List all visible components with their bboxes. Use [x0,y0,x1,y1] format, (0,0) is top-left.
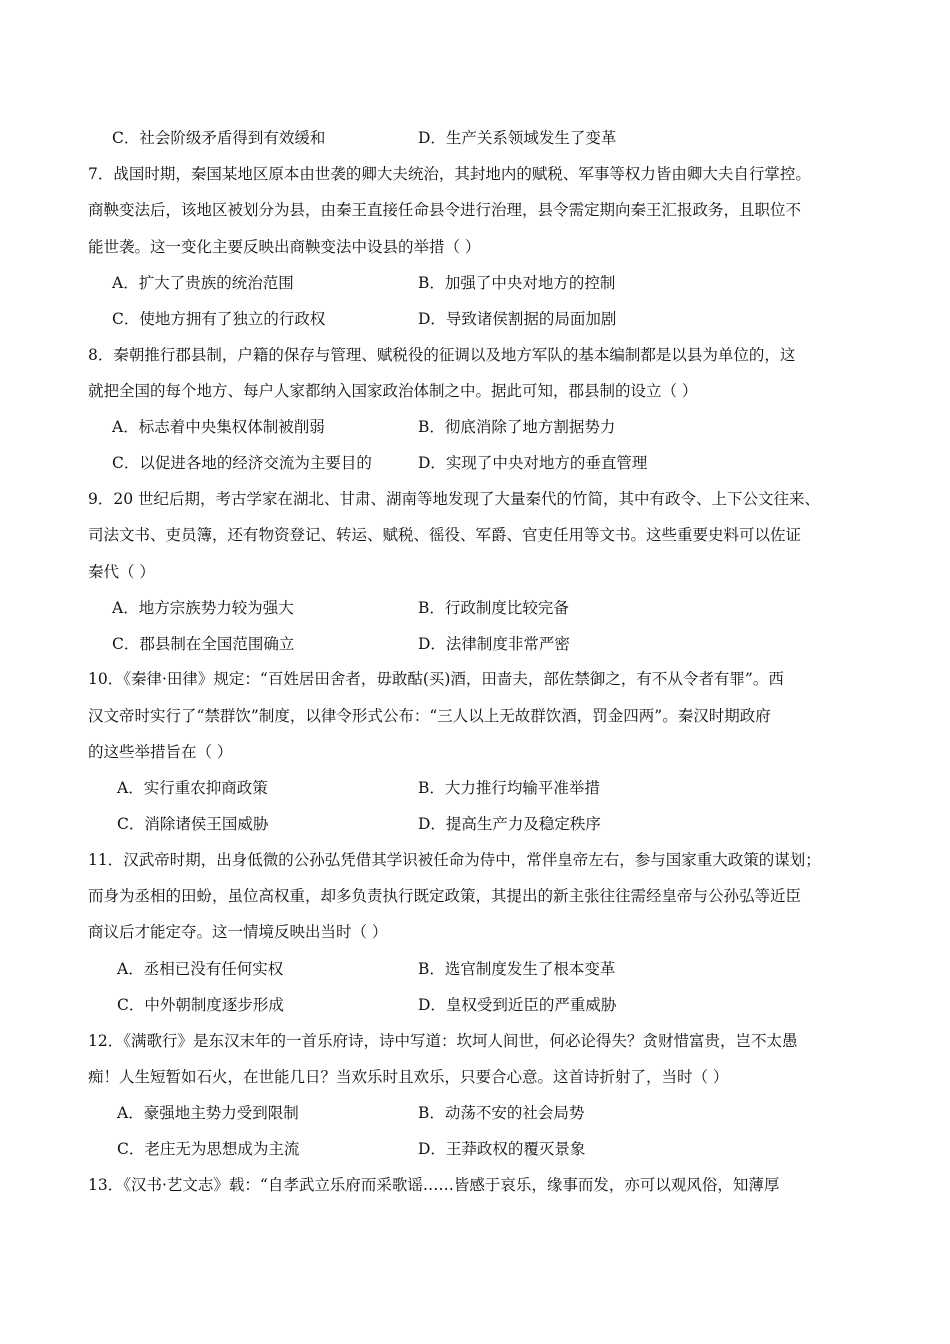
question-12-option-b: B．动荡不安的社会局势 [418,1104,585,1122]
question-9-option-b: B．行政制度比较完备 [418,599,569,617]
question-7-option-b: B．加强了中央对地方的控制 [418,274,616,292]
question-8-line-2: 就把全国的每个地方、每户人家都纳入国家政治体制之中。据此可知，郡县制的设立（ ） [88,382,698,400]
question-10-option-c: C．消除诸侯王国威胁 [117,815,269,833]
question-9-option-d: D．法律制度非常严密 [418,635,570,653]
question-10-option-d: D．提高生产力及稳定秩序 [418,815,601,833]
q6-option-d: D．生产关系领域发生了变革 [418,129,617,147]
question-11-option-b: B．选官制度发生了根本变革 [418,960,616,978]
question-9-line-1: 9．20 世纪后期，考古学家在湖北、甘肃、湖南等地发现了大量秦代的竹简，其中有政令、上下公文往来、 [88,490,821,508]
question-7-option-d: D．导致诸侯割据的局面加剧 [418,310,617,328]
question-10-line-1: 10．《秦律·田律》规定：“百姓居田舍者，毋敢酤(买)酒，田啬夫，部佐禁御之，有不从令者有罪”。西 [88,670,784,688]
question-12-line-1: 12．《满歌行》是东汉末年的一首乐府诗，诗中写道：坎坷人间世，何必论得失？贪财惜富贵，岂不太愚 [88,1032,798,1050]
question-7-line-3: 能世袭。这一变化主要反映出商鞅变法中设县的举措（ ） [88,238,481,256]
question-7-line-2: 商鞅变法后，该地区被划分为县，由秦王直接任命县令进行治理，县令需定期向秦王汇报政务，且职位不 [88,201,802,219]
question-10-line-3: 的这些举措旨在（ ） [88,743,233,761]
question-10-option-a: A．实行重农抑商政策 [117,779,268,797]
q6-option-c: C．社会阶级矛盾得到有效缓和 [112,129,326,147]
question-9-line-2: 司法文书、吏员簿，还有物资登记、转运、赋税、徭役、军爵、官吏任用等文书。这些重要史料可以佐证 [88,526,802,544]
question-10-option-b: B．大力推行均输平准举措 [418,779,600,797]
question-9-line-3: 秦代（ ） [88,563,155,581]
question-12-option-c: C．老庄无为思想成为主流 [117,1140,300,1158]
question-10-line-2: 汉文帝时实行了“禁群饮”制度，以律令形式公布：“三人以上无故群饮酒，罚金四两”。秦汉时期政府 [88,707,771,725]
question-7-line-1: 7．战国时期，秦国某地区原本由世袭的卿大夫统治，其封地内的赋税、军事等权力皆由卿大夫自行掌控。 [88,165,811,183]
question-11-option-a: A．丞相已没有任何实权 [117,960,284,978]
question-13-line-1: 13．《汉书·艺文志》载：“自孝武立乐府而采歌谣……皆感于哀乐，缘事而发，亦可以观风俗，知薄厚 [88,1176,780,1194]
question-12-option-d: D．王莽政权的覆灭景象 [418,1140,586,1158]
question-11-option-c: C．中外朝制度逐步形成 [117,996,284,1014]
question-11-option-d: D．皇权受到近臣的严重威胁 [418,996,617,1014]
question-12-line-2: 痴！人生短暂如石火，在世能几日？当欢乐时且欢乐，只要合心意。这首诗折射了，当时（ ） [88,1068,729,1086]
question-8-line-1: 8．秦朝推行郡县制，户籍的保存与管理、赋税役的征调以及地方军队的基本编制都是以县为单位的，这 [88,346,796,364]
question-7-option-a: A．扩大了贵族的统治范围 [112,274,294,292]
question-12-option-a: A．豪强地主势力受到限制 [117,1104,299,1122]
question-9-option-a: A．地方宗族势力较为强大 [112,599,294,617]
question-11-line-3: 商议后才能定夺。这一情境反映出当时（ ） [88,923,388,941]
question-11-line-2: 而身为丞相的田蚡，虽位高权重，却多负责执行既定政策，其提出的新主张往往需经皇帝与公孙弘等近臣 [88,887,802,905]
question-8-option-b: B．彻底消除了地方割据势力 [418,418,616,436]
question-8-option-d: D．实现了中央对地方的垂直管理 [418,454,648,472]
question-11-line-1: 11．汉武帝时期，出身低微的公孙弘凭借其学识被任命为侍中，常伴皇帝左右，参与国家重大政策的谋划； [88,851,821,869]
question-9-option-c: C．郡县制在全国范围确立 [112,635,295,653]
question-8-option-a: A．标志着中央集权体制被削弱 [112,418,325,436]
question-7-option-c: C．使地方拥有了独立的行政权 [112,310,326,328]
question-8-option-c: C．以促进各地的经济交流为主要目的 [112,454,372,472]
